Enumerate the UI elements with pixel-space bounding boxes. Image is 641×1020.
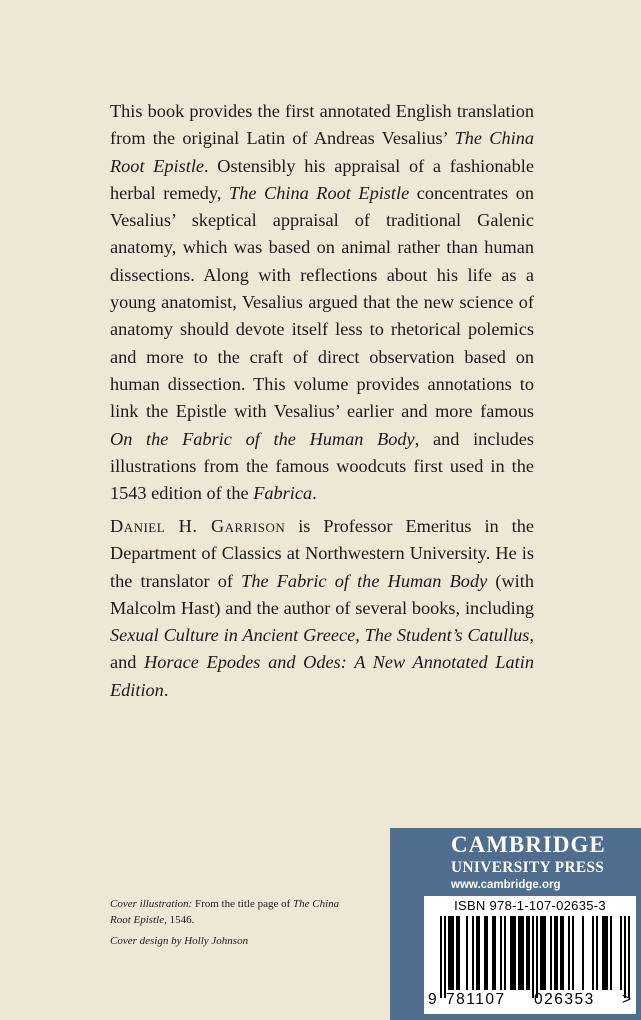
barcode-bar [560, 916, 562, 990]
barcode-bar [510, 916, 512, 990]
barcode-bar [544, 916, 546, 990]
design-credit-text: Cover design by Holly Johnson [110, 935, 249, 947]
barcode-bar [512, 916, 514, 990]
barcode-bar [458, 916, 460, 990]
barcode-bar [610, 916, 612, 990]
credit-title: The China Root Epistle [110, 898, 340, 926]
barcode-bar [620, 916, 622, 990]
ean-right-group: 026353 [534, 991, 595, 1008]
barcode-bar [562, 916, 564, 990]
barcode-bar [526, 916, 528, 990]
bio-text: (with Malcolm Hast) and the author of several books, including [110, 570, 534, 618]
blurb-text: . [312, 483, 317, 504]
credit-text: From the title page of [192, 898, 294, 910]
barcode-bar [568, 916, 570, 990]
barcode-bar [624, 916, 626, 998]
book-title: On the Fabric of the Human Body [110, 428, 415, 449]
ean-end-mark: > [622, 991, 633, 1008]
book-title: Fabrica [253, 483, 313, 504]
barcode-bar [450, 916, 452, 990]
bio-text: . [163, 679, 169, 700]
barcode-bar [476, 916, 478, 990]
barcode-bar [494, 916, 496, 990]
barcode-bar [540, 916, 542, 990]
blurb-text: , and includes illustrations from the famous woodcuts first used in the 1543 edition of the [110, 428, 535, 504]
barcode-bar [500, 916, 502, 990]
barcode-bar [536, 916, 538, 998]
blurb-text: . Ostensibly his appraisal of a fashionable herbal remedy, [110, 155, 534, 203]
barcode-bar [466, 916, 468, 990]
author-name: Daniel H. Garrison [110, 516, 286, 536]
barcode-bar [448, 916, 450, 990]
barcode-bar [518, 916, 520, 990]
book-title: Sexual Culture in Ancient Greece, The Student’s Catullus, [110, 625, 534, 646]
publisher-name: CAMBRIDGE [451, 832, 606, 857]
barcode-bar [604, 916, 606, 990]
barcode-bar [554, 916, 556, 990]
author-bio [110, 513, 534, 704]
cover-credits [110, 897, 350, 956]
barcode-bar [602, 916, 604, 990]
credit-text: , 1546. [164, 913, 195, 926]
barcode-bar [514, 916, 516, 990]
illustration-credit [110, 897, 350, 928]
credit-label: Cover illustration: [110, 898, 193, 910]
bio-text: and [110, 652, 145, 673]
barcode-bar [542, 916, 544, 990]
isbn-label: ISBN 978-1-107-02635-3 [454, 898, 606, 913]
barcode-bar [472, 916, 474, 990]
barcode-bar [532, 916, 534, 998]
barcode-bar [452, 916, 454, 990]
description-blurb [110, 98, 534, 507]
publisher-subtitle: UNIVERSITY PRESS [451, 859, 605, 876]
design-credit [110, 934, 350, 950]
ean-first-digit: 9 [428, 991, 439, 1008]
barcode-panel [424, 896, 636, 1014]
barcode-bar [550, 916, 552, 990]
barcode-bar [504, 916, 506, 990]
barcode-bar [606, 916, 608, 990]
book-title: The Fabric of the Human Body [241, 570, 488, 591]
blurb-text: This book provides the first annotated English translation from the original Latin of Andreas Vesalius’ [110, 101, 534, 149]
barcode-bar [596, 916, 598, 990]
barcode-bar [492, 916, 494, 990]
barcode-bar [484, 916, 486, 990]
barcode-bar [520, 916, 522, 990]
publisher-url: www.cambridge.org [451, 879, 561, 891]
barcode-bar [572, 916, 574, 990]
bio-text: is Professor Emeritus in the Department of Classics at Northwestern University. He is the translator of [110, 516, 534, 591]
barcode-bar [486, 916, 488, 990]
barcode-bar [528, 916, 530, 990]
barcode-bar [444, 916, 446, 998]
book-title: The China Root Epistle [110, 128, 534, 176]
barcode-bar [478, 916, 480, 990]
barcode-bar [628, 916, 630, 998]
barcode-bar [582, 916, 584, 990]
barcode-bar [522, 916, 524, 990]
book-title: The China Root Epistle [229, 182, 410, 203]
barcode-bar [592, 916, 594, 990]
barcode-bar [440, 916, 442, 998]
blurb-text: concentrates on Vesalius’ skeptical appraisal of traditional Galenic anatomy, which was based on animal rather than human dissections. Along with reflections about his life as a young anatomist, Vesalius argued that the new science of anatomy should devote itself less to rhetorical polemics and more to the craft of direct observation based on human dissection. This volume provides annotations to link the Epistle with Vesalius’ earlier and more famous [110, 182, 534, 422]
barcode-bar [556, 916, 558, 990]
book-title: Horace Epodes and Odes: A New Annotated Latin Edition [110, 652, 534, 700]
publisher-block [390, 828, 641, 1020]
ean-left-group: 781107 [446, 991, 506, 1008]
barcode-bar [456, 916, 458, 990]
